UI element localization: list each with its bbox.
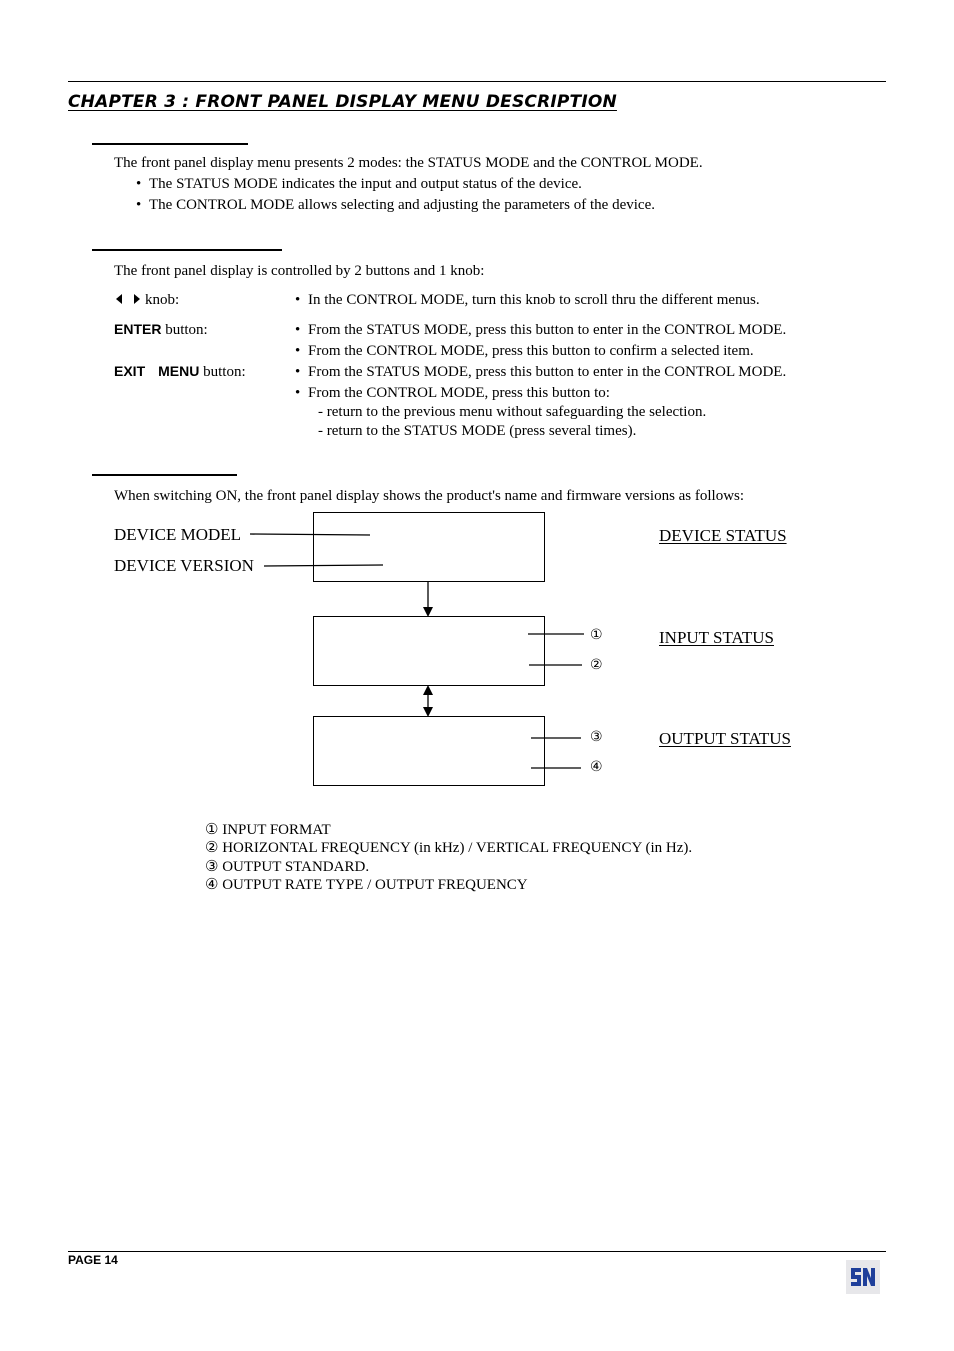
input-status-display xyxy=(313,616,545,686)
section2-intro: The front panel display is controlled by 2 buttons and 1 knob: xyxy=(114,263,485,279)
exit-sub-2: - return to the STATUS MODE (press several times). xyxy=(318,423,637,439)
section1-bullet-2: • The CONTROL MODE allows selecting and adjusting the parameters of the device. xyxy=(149,197,655,214)
brand-logo xyxy=(846,1260,880,1294)
enter-desc-1: • From the STATUS MODE, press this button to enter in the CONTROL MODE. xyxy=(308,322,786,339)
section-heading-rule-3 xyxy=(92,474,237,476)
exit-desc-1: • From the STATUS MODE, press this button to enter in the CONTROL MODE. xyxy=(308,364,786,381)
knob-label: knob: xyxy=(145,292,180,308)
marker-4: ④ xyxy=(590,759,603,775)
exit-sub-1: - return to the previous menu without safeguarding the selection. xyxy=(318,404,707,420)
knob-arrows-icon xyxy=(114,293,142,305)
enter-label: ENTER xyxy=(114,321,162,337)
footer-rule xyxy=(68,1251,886,1252)
double-arrow-head-up xyxy=(423,685,433,695)
device-status-label: DEVICE STATUS xyxy=(659,526,787,545)
exit-desc-2: • From the CONTROL MODE, press this button to: xyxy=(308,385,610,402)
knob-desc: • In the CONTROL MODE, turn this knob to scroll thru the different menus. xyxy=(308,292,760,309)
output-status-label: OUTPUT STATUS xyxy=(659,729,791,748)
exit-label: EXIT xyxy=(114,363,146,379)
enter-suffix: button: xyxy=(161,322,208,338)
section1-intro: The front panel display menu presents 2 modes: the STATUS MODE and the CONTROL MODE. xyxy=(114,155,703,171)
brand-logo-icon xyxy=(846,1260,880,1294)
device-version-label: DEVICE VERSION xyxy=(114,556,254,575)
legend-item-4: ④ OUTPUT RATE TYPE / OUTPUT FREQUENCY xyxy=(205,877,528,893)
marker-3: ③ xyxy=(590,729,603,745)
marker-2: ② xyxy=(590,657,603,673)
legend-item-2: ② HORIZONTAL FREQUENCY (in kHz) / VERTICAL FREQUENCY (in Hz). xyxy=(205,840,693,856)
input-status-label: INPUT STATUS xyxy=(659,628,774,647)
section-heading-rule-1 xyxy=(92,143,248,145)
output-status-display xyxy=(313,716,545,786)
page-number: PAGE 14 xyxy=(68,1253,118,1267)
marker-1: ① xyxy=(590,627,603,643)
exit-suffix: button: xyxy=(199,364,246,380)
device-model-label: DEVICE MODEL xyxy=(114,525,242,544)
chapter-title: CHAPTER 3 : FRONT PANEL DISPLAY MENU DESCRIPTION xyxy=(68,92,617,112)
exit-label-row xyxy=(114,363,246,381)
device-status-display xyxy=(313,512,545,582)
legend-item-1: ① INPUT FORMAT xyxy=(205,822,331,838)
legend-item-3: ③ OUTPUT STANDARD. xyxy=(205,859,370,875)
section3-intro: When switching ON, the front panel display shows the product's name and firmware versions as follows: xyxy=(114,488,745,504)
knob-label-row xyxy=(114,292,179,309)
menu-label: MENU xyxy=(158,363,200,379)
enter-desc-2: • From the CONTROL MODE, press this button to confirm a selected item. xyxy=(308,343,754,360)
section-heading-rule-2 xyxy=(92,249,282,251)
enter-label-row xyxy=(114,321,208,339)
header-rule xyxy=(68,81,886,82)
section1-bullet-1: • The STATUS MODE indicates the input and output status of the device. xyxy=(149,176,582,193)
